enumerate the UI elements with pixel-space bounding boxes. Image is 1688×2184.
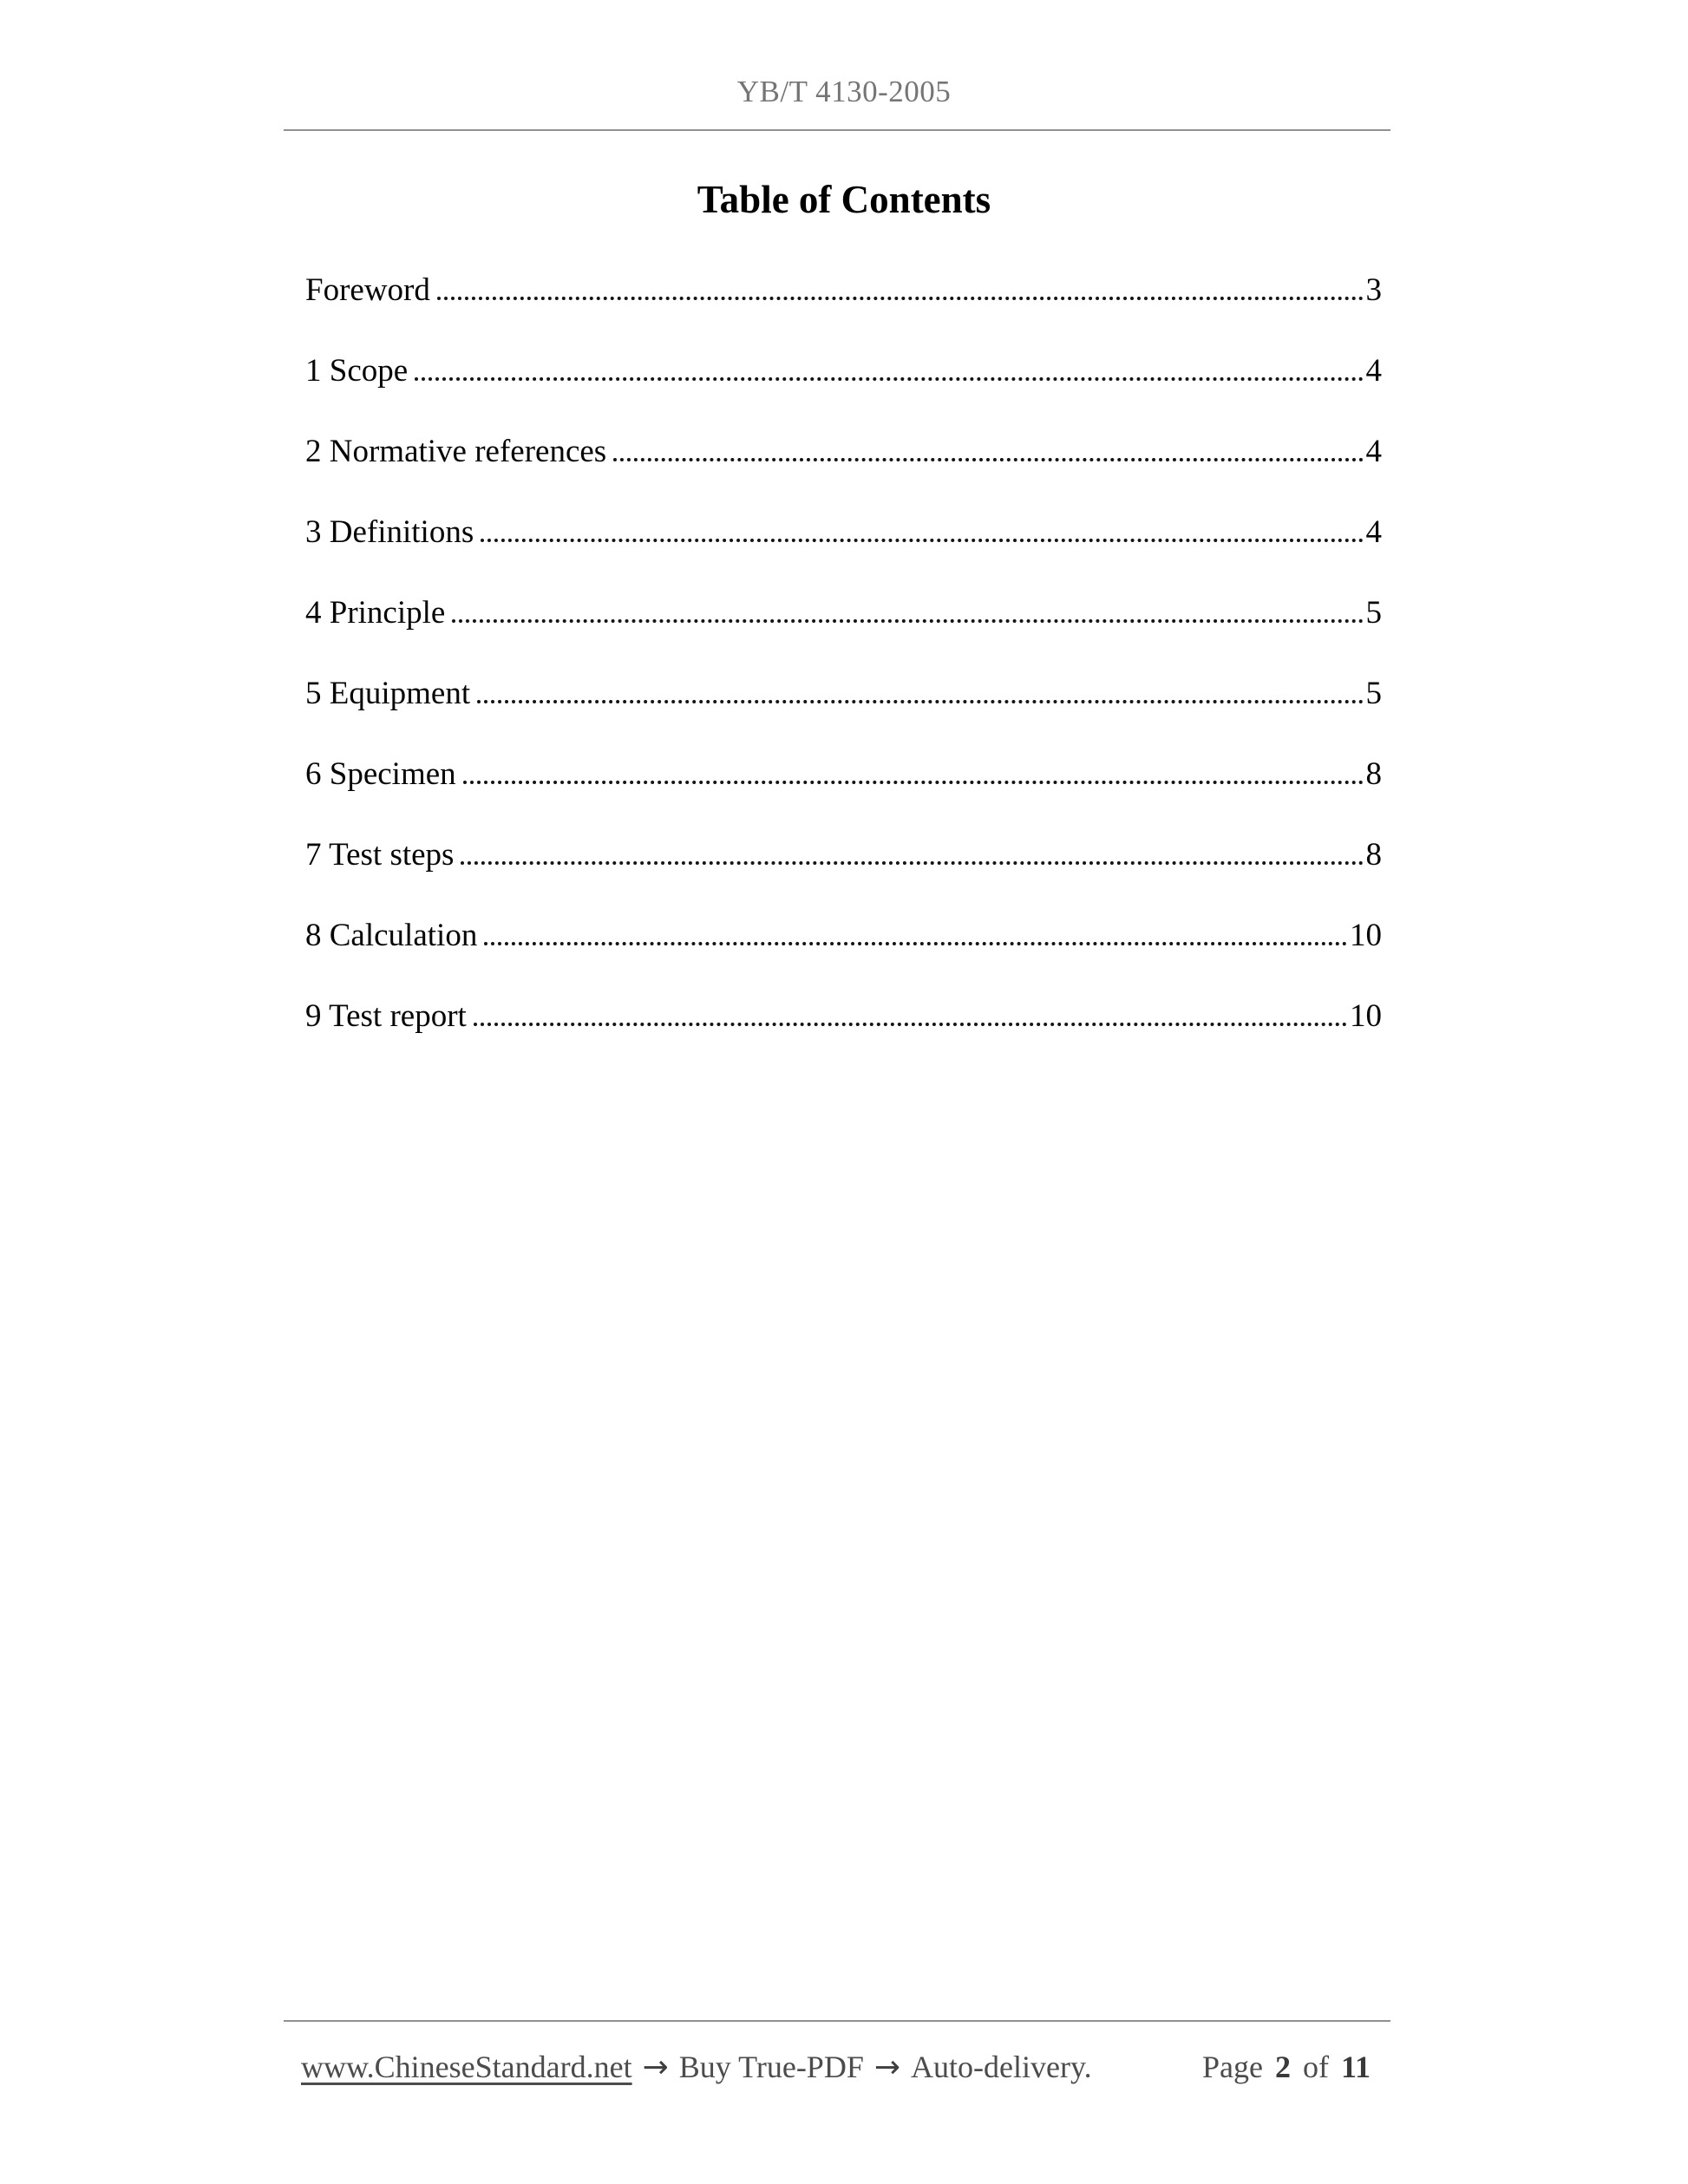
footer-divider <box>284 2020 1390 2022</box>
toc-entry <box>305 513 1382 555</box>
footer-delivery-text: Auto-delivery. <box>911 2050 1092 2084</box>
toc-entry <box>305 271 1382 313</box>
toc-entry-page: 5 <box>1365 595 1382 631</box>
toc-entry-label: 3 Definitions <box>305 514 474 550</box>
toc-leader-dots <box>484 942 1347 945</box>
toc-leader-dots <box>461 861 1363 865</box>
toc-entry-page: 8 <box>1365 756 1382 792</box>
toc-entry-page: 4 <box>1365 353 1382 389</box>
toc-entry-page: 10 <box>1350 998 1382 1034</box>
toc-entry-label: 8 Calculation <box>305 918 478 953</box>
toc-leader-dots <box>613 458 1363 461</box>
page-title: Table of Contents <box>697 178 991 221</box>
toc-entry-label: 4 Principle <box>305 595 446 631</box>
toc-entry-label: Foreword <box>305 272 430 308</box>
of-word: of <box>1302 2050 1329 2084</box>
toc-entry-page: 8 <box>1365 837 1382 873</box>
document-footer <box>301 2049 1371 2085</box>
doc-number: YB/T 4130-2005 <box>736 75 952 108</box>
toc-leader-dots <box>452 619 1363 623</box>
toc-entry <box>305 755 1382 797</box>
toc-entry <box>305 352 1382 394</box>
page-word: Page <box>1202 2050 1263 2084</box>
table-of-contents <box>305 271 1382 1078</box>
arrow-right-icon: → <box>642 2050 669 2085</box>
arrow-right-icon: → <box>873 2050 901 2085</box>
toc-leader-dots <box>463 781 1364 784</box>
toc-entry-label: 1 Scope <box>305 353 409 389</box>
toc-entry-label: 7 Test steps <box>305 837 455 873</box>
current-page-number: 2 <box>1274 2050 1291 2084</box>
toc-entry <box>305 997 1382 1039</box>
toc-entry <box>305 917 1382 958</box>
toc-entry-label: 6 Specimen <box>305 756 456 792</box>
toc-leader-dots <box>437 297 1364 300</box>
toc-entry-page: 5 <box>1365 676 1382 711</box>
toc-entry <box>305 433 1382 474</box>
toc-leader-dots <box>477 700 1363 703</box>
footer-buy-text: Buy True-PDF <box>678 2050 864 2084</box>
toc-entry-page: 4 <box>1365 434 1382 469</box>
toc-entry <box>305 836 1382 878</box>
toc-entry-label: 9 Test report <box>305 998 467 1034</box>
toc-leader-dots <box>481 539 1363 542</box>
toc-entry-label: 5 Equipment <box>305 676 471 711</box>
toc-leader-dots <box>474 1023 1347 1026</box>
toc-entry-label: 2 Normative references <box>305 434 607 469</box>
footer-promo <box>301 2049 1092 2085</box>
website-link[interactable]: www.ChineseStandard.net <box>301 2050 632 2084</box>
toc-entry <box>305 675 1382 716</box>
page-indicator <box>1202 2049 1371 2085</box>
toc-entry-page: 4 <box>1365 514 1382 550</box>
toc-entry <box>305 594 1382 636</box>
header-divider <box>284 129 1390 131</box>
toc-leader-dots <box>415 377 1363 381</box>
toc-entry-page: 3 <box>1365 272 1382 308</box>
toc-entry-page: 10 <box>1350 918 1382 953</box>
total-page-count: 11 <box>1340 2050 1371 2084</box>
document-header <box>0 75 1688 109</box>
